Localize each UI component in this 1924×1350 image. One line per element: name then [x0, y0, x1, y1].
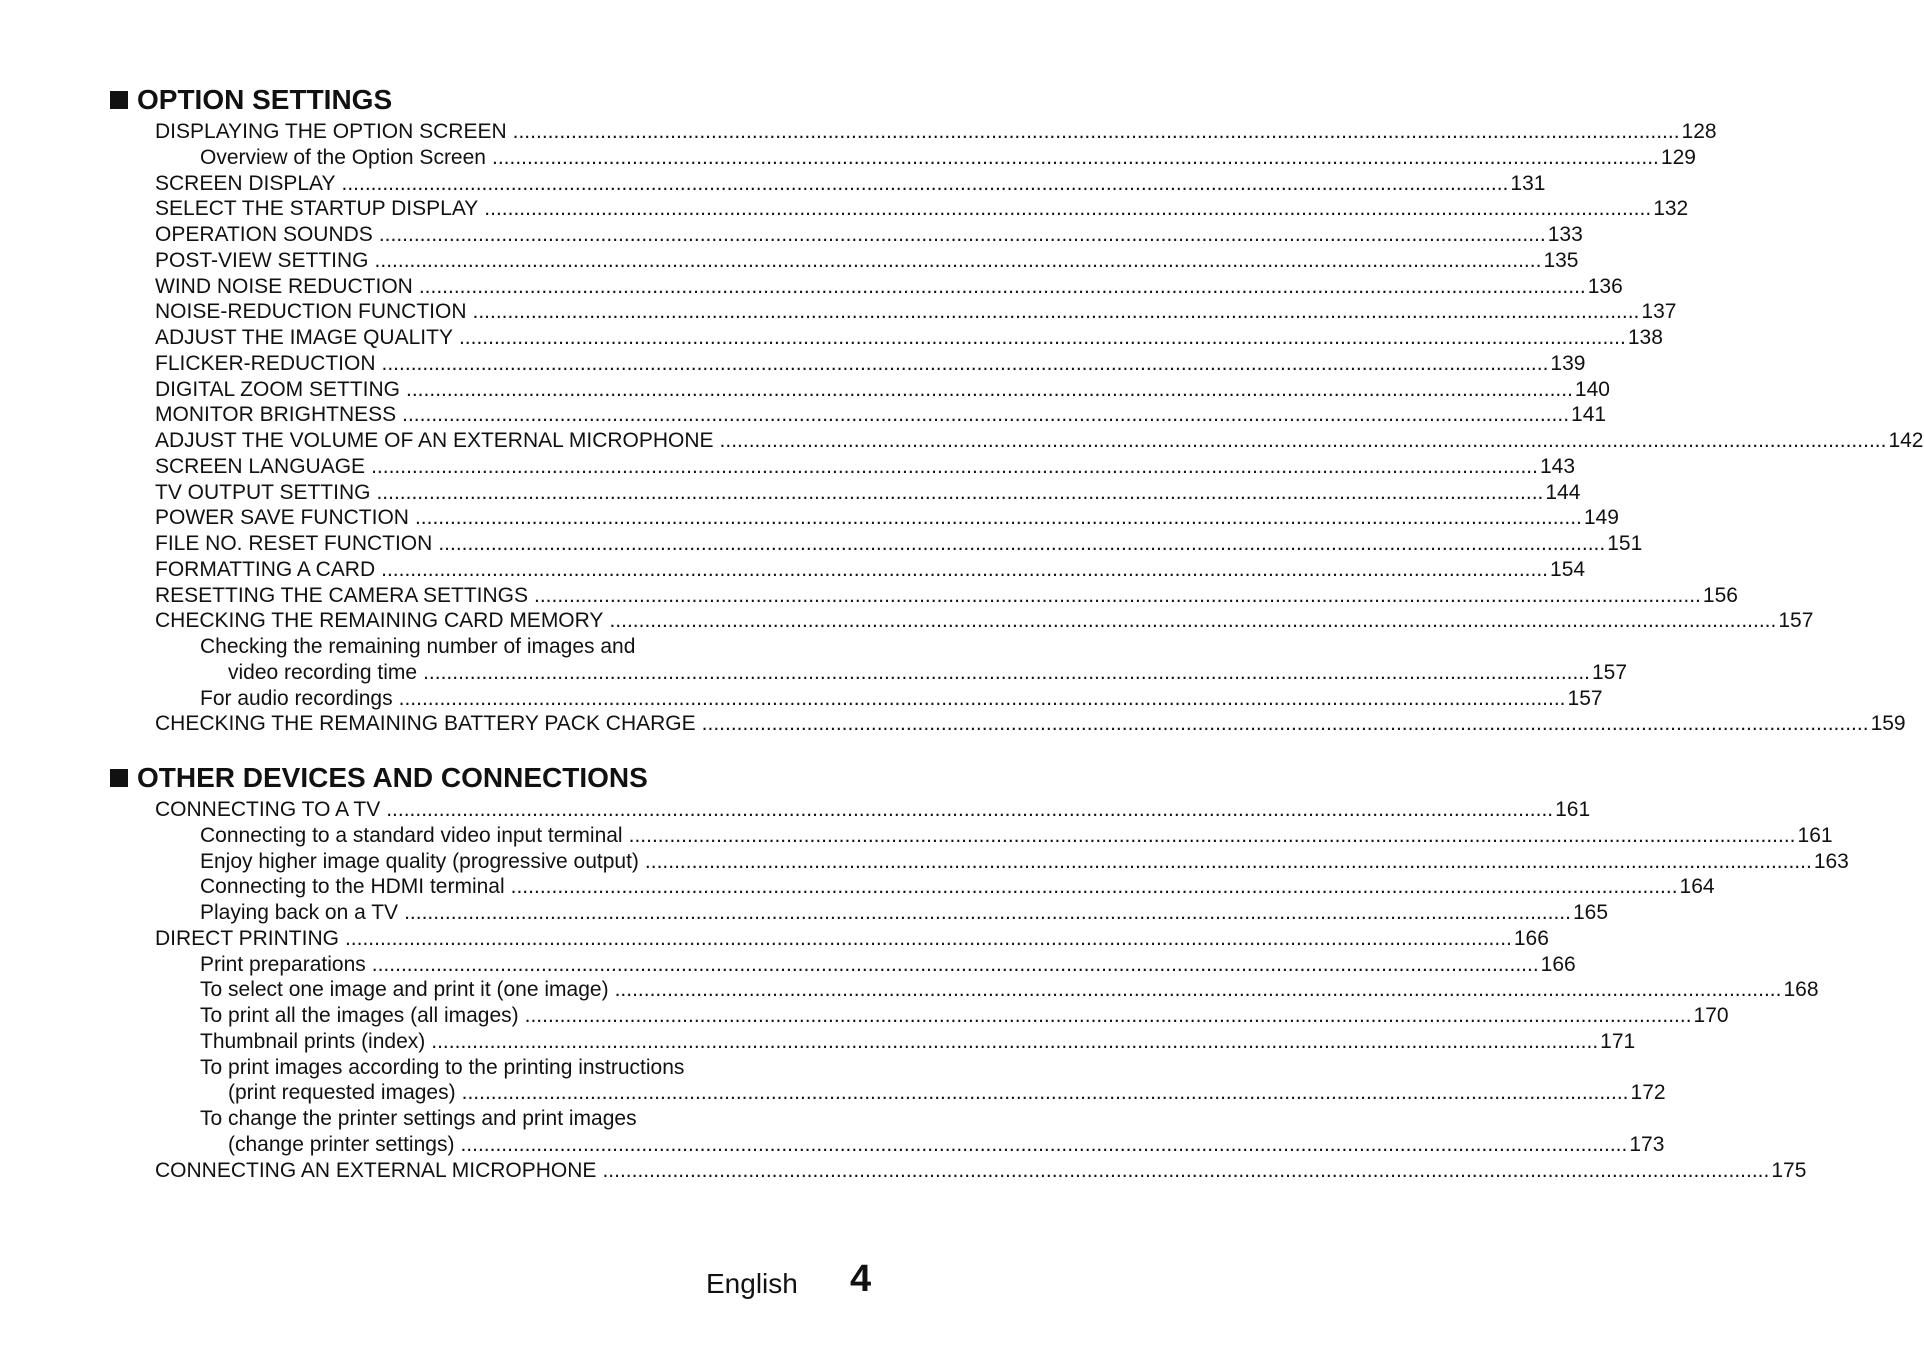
- toc-entry-page: 159: [1870, 712, 1906, 736]
- toc-entry-page: 151: [1607, 532, 1643, 555]
- toc-entry-title: To print all the images (all images): [200, 1004, 519, 1027]
- toc-entry[interactable]: [155, 326, 1663, 351]
- toc-entry-title: Connecting to a standard video input terminal: [200, 823, 623, 847]
- toc-entry-page: 149: [1583, 506, 1619, 530]
- dot-leader: ........................................................................................................................................................................................................: [484, 197, 1652, 221]
- dot-leader: ........................................................................................................................................................................................................: [402, 403, 1570, 427]
- toc-entry-title: DIRECT PRINTING: [155, 926, 339, 950]
- toc-entry-page: 172: [1630, 1081, 1666, 1105]
- dot-leader: ........................................................................................................................................................................................................: [458, 326, 1626, 349]
- dot-leader: ........................................................................................................................................................................................................: [404, 901, 1571, 924]
- toc-entry-title: Connecting to the HDMI terminal: [200, 875, 505, 899]
- toc-entry-page: 156: [1702, 583, 1738, 607]
- toc-entry-title: FORMATTING A CARD: [155, 557, 376, 581]
- toc-entry-title: (print requested images): [228, 1081, 456, 1105]
- footer-page-number: 4: [850, 1258, 872, 1300]
- toc-entry[interactable]: [200, 1107, 873, 1132]
- toc-entry-title: SCREEN LANGUAGE: [155, 454, 366, 478]
- toc-entry-title: OPERATION SOUNDS: [155, 223, 373, 246]
- toc-entry-title: Playing back on a TV: [200, 901, 399, 924]
- toc-entry-title: (change printer settings): [228, 1132, 455, 1156]
- toc-entry-page: 171: [1600, 1029, 1636, 1053]
- toc-entry-title: WIND NOISE REDUCTION: [155, 274, 413, 298]
- toc-entry[interactable]: [200, 635, 873, 660]
- toc-entry-page: 175: [1771, 1158, 1807, 1182]
- toc-entry-title: DISPLAYING THE OPTION SCREEN: [155, 120, 507, 143]
- toc-entry[interactable]: [155, 926, 1549, 952]
- toc-entry[interactable]: [228, 660, 1628, 686]
- dot-leader: ........................................................................................................................................................................................................: [460, 1132, 1628, 1156]
- dot-leader: ........................................................................................................................................................................................................: [461, 1081, 1629, 1105]
- toc-entry-page: 161: [1555, 798, 1591, 821]
- toc-entry[interactable]: [200, 952, 1576, 978]
- toc-entry[interactable]: [155, 1158, 1807, 1184]
- toc-entry[interactable]: [155, 171, 1546, 197]
- toc-entry[interactable]: [155, 798, 1591, 823]
- toc-entry-title: CHECKING THE REMAINING BATTERY PACK CHARGE: [155, 712, 696, 736]
- toc-entry[interactable]: [200, 849, 1849, 875]
- dot-leader: ........................................................................................................................................................................................................: [512, 120, 1680, 143]
- toc-entry-title: FILE NO. RESET FUNCTION: [155, 532, 433, 555]
- dot-leader: ........................................................................................................................................................................................................: [374, 248, 1542, 272]
- toc-entry[interactable]: [200, 1004, 1729, 1029]
- toc-entry-page: 165: [1572, 901, 1609, 924]
- toc-entry-page: 161: [1797, 823, 1833, 847]
- toc-entry-page: 168: [1783, 978, 1819, 1002]
- dot-leader: ........................................................................................................................................................................................................: [423, 660, 1590, 684]
- toc-entry-page: 166: [1540, 952, 1576, 976]
- toc-entry[interactable]: [155, 506, 1619, 531]
- toc-entry-page: 135: [1543, 248, 1579, 272]
- dot-leader: ........................................................................................................................................................................................................: [524, 1004, 1692, 1027]
- dot-leader: ........................................................................................................................................................................................................: [472, 300, 1640, 324]
- toc-entry[interactable]: [155, 300, 1677, 325]
- dot-leader: ........................................................................................................................................................................................................: [438, 532, 1606, 555]
- dot-leader: ........................................................................................................................................................................................................: [398, 686, 1566, 710]
- toc-entry[interactable]: [155, 197, 1689, 222]
- toc-entry-page: 137: [1641, 300, 1677, 324]
- toc-entry-title: DIGITAL ZOOM SETTING: [155, 377, 401, 401]
- dot-leader: ........................................................................................................................................................................................................: [371, 454, 1538, 478]
- dot-leader: ........................................................................................................................................................................................................: [491, 145, 1659, 169]
- dot-leader: ........................................................................................................................................................................................................: [534, 583, 1701, 607]
- square-bullet-icon: [110, 91, 128, 109]
- toc-entry-title: POST-VIEW SETTING: [155, 248, 369, 272]
- dot-leader: ........................................................................................................................................................................................................: [341, 171, 1509, 195]
- toc-entry[interactable]: [155, 223, 1583, 248]
- toc-entry[interactable]: [200, 1029, 1636, 1055]
- toc-entry[interactable]: [200, 686, 1603, 712]
- dot-leader: ........................................................................................................................................................................................................: [386, 798, 1554, 821]
- toc-entry-title: RESETTING THE CAMERA SETTINGS: [155, 583, 528, 607]
- toc-entry[interactable]: [155, 454, 1576, 480]
- toc-entry-title: To change the printer settings and print images: [200, 1107, 637, 1130]
- toc-entry[interactable]: [228, 1081, 1666, 1106]
- dot-leader: ........................................................................................................................................................................................................: [414, 506, 1582, 530]
- dot-leader: ........................................................................................................................................................................................................: [609, 609, 1777, 633]
- toc-entry-title: CHECKING THE REMAINING CARD MEMORY: [155, 609, 604, 633]
- toc-entry[interactable]: [155, 532, 1643, 557]
- dot-leader: ........................................................................................................................................................................................................: [431, 1029, 1599, 1053]
- toc-entry[interactable]: [155, 480, 1581, 506]
- toc-entry-page: 144: [1545, 480, 1581, 504]
- toc-entry-page: 157: [1778, 609, 1814, 633]
- toc-entry[interactable]: [155, 712, 1906, 737]
- toc-entry-title: Checking the remaining number of images and: [200, 635, 636, 658]
- toc-entry-title: Enjoy higher image quality (progressive output): [200, 849, 639, 873]
- toc-entry-title: CONNECTING TO A TV: [155, 798, 381, 821]
- toc-entry-page: 173: [1629, 1132, 1665, 1156]
- dot-leader: ........................................................................................................................................................................................................: [418, 274, 1586, 298]
- toc-entry[interactable]: [155, 377, 1610, 403]
- toc-entry-page: 139: [1550, 351, 1586, 375]
- dot-leader: ........................................................................................................................................................................................................: [406, 377, 1573, 401]
- section-heading-other-devices: [110, 762, 648, 794]
- toc-entry[interactable]: [155, 403, 1607, 428]
- dot-leader: ........................................................................................................................................................................................................: [371, 952, 1539, 976]
- toc-entry[interactable]: [228, 1132, 1665, 1158]
- toc-entry[interactable]: [155, 583, 1738, 609]
- dot-leader: ........................................................................................................................................................................................................: [719, 429, 1887, 452]
- toc-entry[interactable]: [200, 823, 1833, 849]
- toc-entry-page: 131: [1510, 171, 1546, 195]
- dot-leader: ........................................................................................................................................................................................................: [510, 875, 1678, 899]
- toc-entry-title: FLICKER-REDUCTION: [155, 351, 376, 375]
- toc-entry-page: 164: [1679, 875, 1715, 899]
- section-title: OPTION SETTINGS: [137, 84, 393, 115]
- toc-entry-title: ADJUST THE IMAGE QUALITY: [155, 326, 453, 349]
- toc-entry-page: 128: [1681, 120, 1717, 143]
- toc-entry-page: 133: [1547, 223, 1583, 246]
- toc-entry[interactable]: [155, 120, 1717, 145]
- dot-leader: ........................................................................................................................................................................................................: [701, 712, 1869, 736]
- toc-entry[interactable]: [155, 609, 1814, 634]
- toc-entry-title: TV OUTPUT SETTING: [155, 480, 371, 504]
- toc-entry-title: To print images according to the printing instructions: [200, 1055, 685, 1079]
- dot-leader: ........................................................................................................................................................................................................: [381, 351, 1549, 375]
- toc-entry-page: 154: [1550, 557, 1586, 581]
- footer-language: English: [706, 1268, 798, 1299]
- toc-entry-title: SELECT THE STARTUP DISPLAY: [155, 197, 479, 221]
- toc-entry-page: 142: [1888, 429, 1924, 452]
- toc-entry[interactable]: [200, 901, 1609, 926]
- section-heading-option-settings: [110, 84, 392, 116]
- toc-entry-page: 136: [1587, 274, 1623, 298]
- toc-entry[interactable]: [200, 145, 1696, 171]
- toc-entry[interactable]: [155, 557, 1586, 583]
- toc-entry-page: 140: [1574, 377, 1610, 401]
- square-bullet-icon: [110, 769, 128, 787]
- toc-entry-title: NOISE-REDUCTION FUNCTION: [155, 300, 467, 324]
- dot-leader: ........................................................................................................................................................................................................: [628, 823, 1796, 847]
- toc-entry[interactable]: [155, 429, 1924, 454]
- dot-leader: ........................................................................................................................................................................................................: [378, 223, 1546, 246]
- toc-entry-title: SCREEN DISPLAY: [155, 171, 336, 195]
- toc-entry[interactable]: [200, 978, 1819, 1003]
- toc-entry-page: 143: [1539, 454, 1576, 478]
- toc-entry-title: POWER SAVE FUNCTION: [155, 506, 409, 530]
- toc-entry[interactable]: [155, 248, 1579, 274]
- dot-leader: ........................................................................................................................................................................................................: [644, 849, 1812, 873]
- toc-entry-page: 163: [1813, 849, 1849, 873]
- toc-entry-page: 166: [1513, 926, 1549, 950]
- toc-entry-page: 157: [1592, 660, 1628, 684]
- dot-leader: ........................................................................................................................................................................................................: [614, 978, 1782, 1002]
- toc-entry[interactable]: [200, 1056, 873, 1081]
- toc-entry-title: To select one image and print it (one image): [200, 978, 609, 1002]
- toc-entry[interactable]: [155, 274, 1623, 300]
- toc-entry-page: 157: [1567, 686, 1603, 710]
- dot-leader: ........................................................................................................................................................................................................: [602, 1158, 1770, 1182]
- dot-leader: ........................................................................................................................................................................................................: [376, 480, 1544, 504]
- toc-entry-title: CONNECTING AN EXTERNAL MICROPHONE: [155, 1158, 597, 1182]
- toc-entry-title: Thumbnail prints (index): [200, 1029, 426, 1053]
- section-title: OTHER DEVICES AND CONNECTIONS: [137, 762, 648, 793]
- dot-leader: ........................................................................................................................................................................................................: [344, 926, 1512, 950]
- toc-entry-title: Overview of the Option Screen: [200, 145, 486, 169]
- toc-entry-title: Print preparations: [200, 952, 366, 976]
- toc-entry[interactable]: [200, 875, 1715, 900]
- toc-entry[interactable]: [155, 351, 1586, 377]
- toc-entry-page: 129: [1660, 145, 1696, 169]
- toc-entry-page: 141: [1571, 403, 1607, 427]
- toc-entry-title: For audio recordings: [200, 686, 393, 710]
- toc-entry-title: MONITOR BRIGHTNESS: [155, 403, 397, 427]
- dot-leader: ........................................................................................................................................................................................................: [381, 557, 1549, 581]
- toc-entry-page: 138: [1627, 326, 1663, 349]
- toc-entry-title: ADJUST THE VOLUME OF AN EXTERNAL MICROPHONE: [155, 429, 714, 452]
- toc-entry-page: 170: [1693, 1004, 1729, 1027]
- toc-entry-page: 132: [1653, 197, 1689, 221]
- toc-entry-title: video recording time: [228, 660, 418, 684]
